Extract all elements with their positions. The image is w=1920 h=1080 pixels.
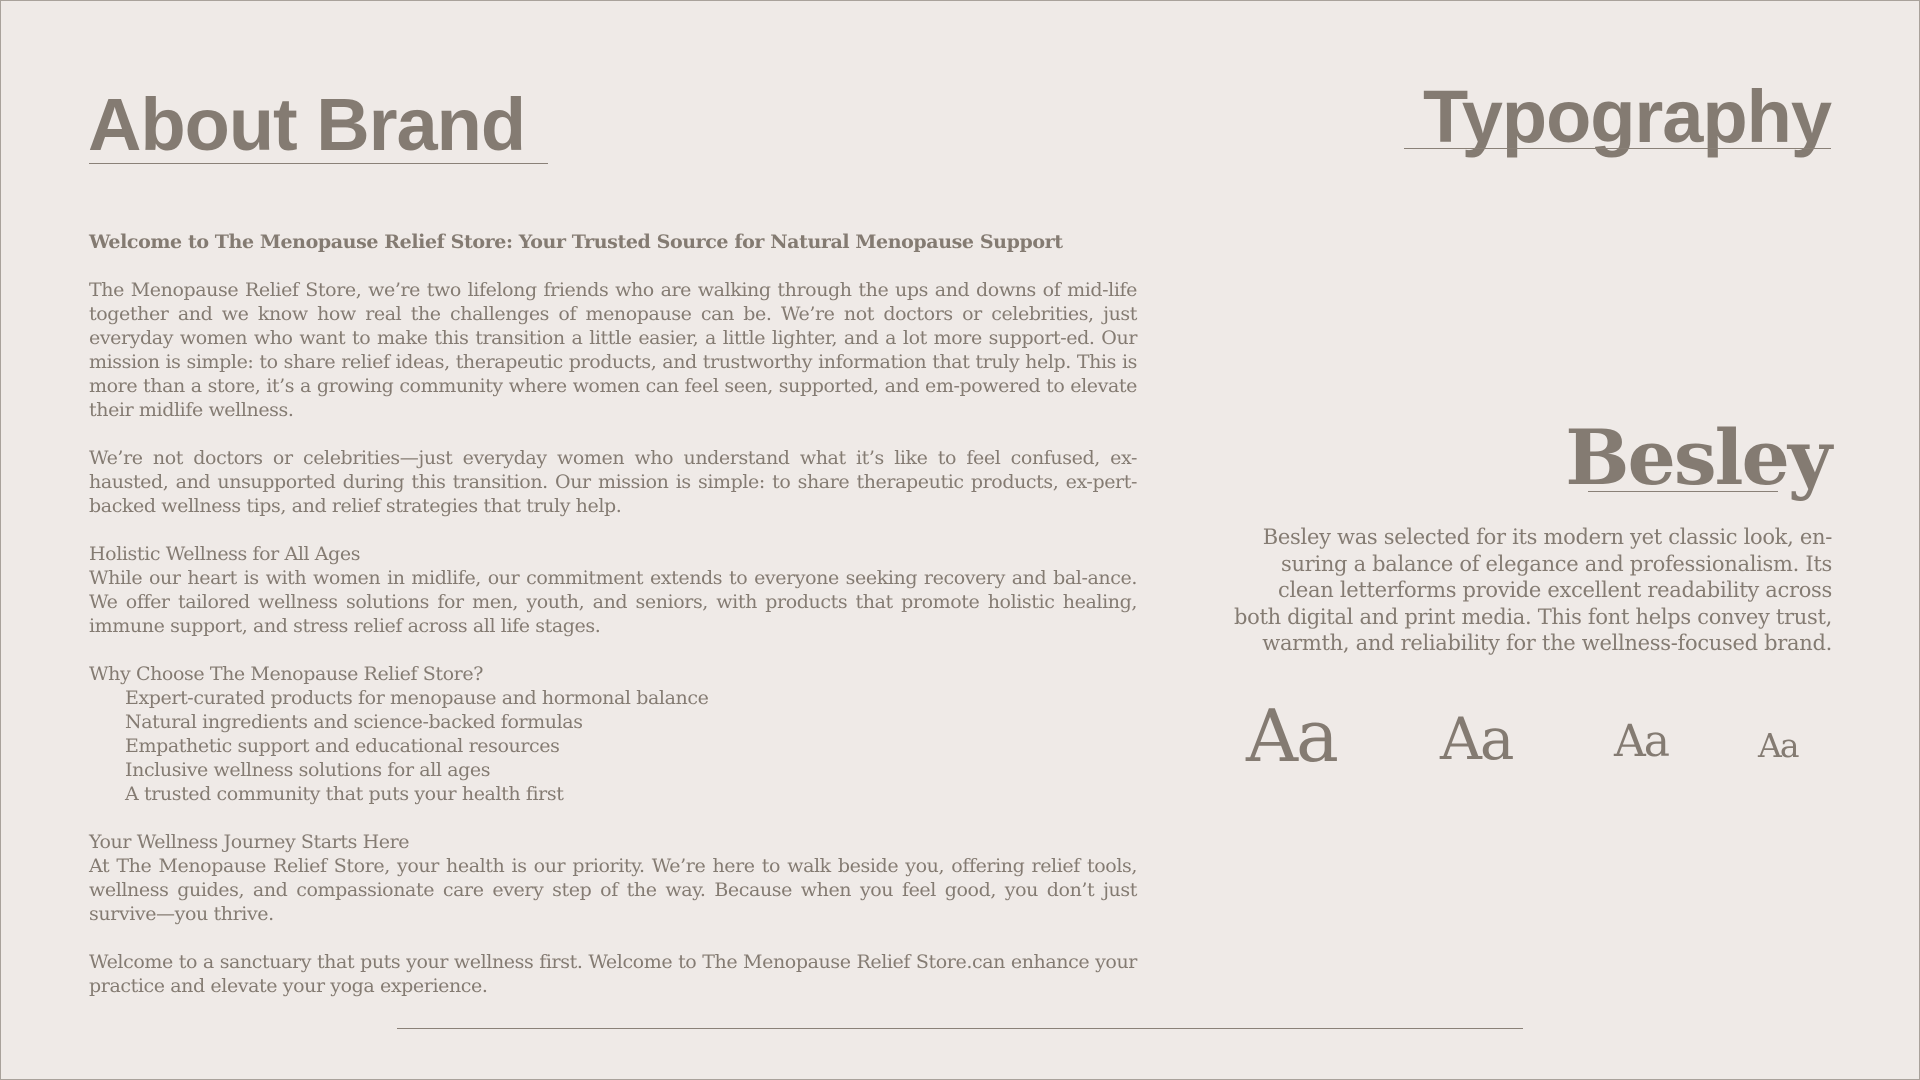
- type-sample-xsmall: Aa: [1758, 726, 1798, 765]
- closing-paragraph: Welcome to a sanctuary that puts your wellness first. Welcome to The Menopause Relief Store.can enhance your practice and elevate your yoga experience.: [89, 951, 1137, 997]
- list-item: Natural ingredients and science-backed formulas: [125, 711, 583, 733]
- typography-title-underline: [1404, 148, 1831, 149]
- paragraph-1: The Menopause Relief Store, we’re two lifelong friends who are walking through the ups and downs of mid-life together and we know how real the challenges of menopause can be. We’re not doctors or celebrities, just everyday women who want to make this transition a little easier, a little lighter, and a lot more support-ed. Our mission is simple: to share relief ideas, therapeutic products, and trustworthy information that truly help. This is more than a store, it’s a growing community where women can feel seen, supported, and em-powered to elevate their midlife wellness.: [89, 279, 1137, 421]
- why-choose-section: [89, 662, 1137, 806]
- font-description: Besley was selected for its modern yet classic look, en-suring a balance of elegance and professionalism. Its clean letterforms provide excellent readability across both digital and print media. This font helps convey trust, warmth, and reliability for the wellness-focused brand.: [1233, 525, 1832, 655]
- about-content: [89, 230, 1137, 1022]
- list-item: Expert-curated products for menopause and hormonal balance: [125, 687, 709, 709]
- holistic-section: [89, 542, 1137, 638]
- font-name: Besley: [1565, 413, 1830, 502]
- font-name-underline: [1588, 491, 1778, 492]
- list-item: Inclusive wellness solutions for all ages: [125, 759, 491, 781]
- why-choose-list: [89, 686, 1137, 806]
- type-sample-small: Aa: [1614, 716, 1669, 767]
- holistic-heading: Holistic Wellness for All Ages: [89, 543, 361, 565]
- journey-heading: Your Wellness Journey Starts Here: [89, 831, 410, 853]
- list-item: Empathetic support and educational resources: [125, 735, 560, 757]
- why-choose-heading: Why Choose The Menopause Relief Store?: [89, 663, 483, 685]
- about-title-underline: [89, 163, 548, 164]
- bottom-divider: [397, 1028, 1523, 1029]
- intro-heading: Welcome to The Menopause Relief Store: Your Trusted Source for Natural Menopause Support: [89, 231, 1063, 253]
- type-sample-medium: Aa: [1440, 705, 1513, 773]
- holistic-text: While our heart is with women in midlife, our commitment extends to everyone seeking recovery and bal-ance. We offer tailored wellness solutions for men, youth, and seniors, with products that promote holistic healing, immune support, and stress relief across all life stages.: [89, 567, 1137, 637]
- type-sample-large: Aa: [1246, 694, 1337, 778]
- typography-title: Typography: [1423, 75, 1831, 158]
- paragraph-2: We’re not doctors or celebrities—just everyday women who understand what it’s like to feel confused, ex-hausted, and unsupported during this transition. Our mission is simple: to share therapeutic products, ex-pert-backed wellness tips, and relief strategies that truly help.: [89, 447, 1137, 517]
- list-item: A trusted community that puts your health first: [125, 783, 564, 805]
- journey-section: [89, 830, 1137, 926]
- journey-text: At The Menopause Relief Store, your health is our priority. We’re here to walk beside you, offering relief tools, wellness guides, and compassionate care every step of the way. Because when you feel good, you don’t just survive—you thrive.: [89, 855, 1137, 925]
- about-brand-title: About Brand: [88, 83, 526, 166]
